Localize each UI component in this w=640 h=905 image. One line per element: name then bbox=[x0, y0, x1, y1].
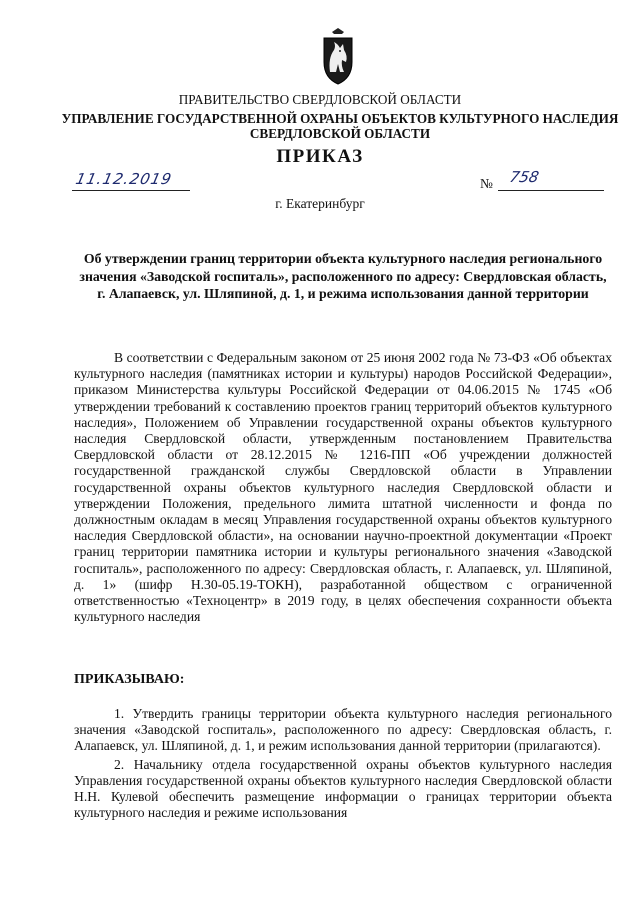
number-sign: № bbox=[480, 176, 493, 191]
preamble-block bbox=[74, 350, 612, 625]
preamble-paragraph: В соответствии с Федеральным законом от 25 июня 2002 года № 73-ФЗ «Об объектах культурного наследия (памятниках истории и культуры) народов Российской Федерации», приказом Министерства культуры Российской Федерации от 04.06.2015 № 1745 «Об утверждении требований к составлению проектов границ территорий объектов культурного наследия», Положением об Управлении государственной охраны объектов культурного наследия Свердловской области, утвержденным постановлением Правительства Свердловской области от 28.12.2015 № 1216-ПП «Об учреждении должностей государственной гражданской службы Свердловской области в Управлении государственной охраны объектов культурного наследия Свердловской области и утверждении Положения, предельного лимита штатной численности и фонда по должностным окладам в месяц Управления государственной охраны объектов культурного наследия Свердловской области», на основании научно-проектной документации «Проект границ территории памятника истории и культуры регионального значения «Заводской госпиталь», расположенного по адресу: Свердловская область, г. Алапаевск, ул. Шляпиной, д. 1» (шифр Н.30-05.19-ТОКН), разработанной обществом с ограниченной ответственностью «Техноцентр» в 2019 году, в целях обеспечения сохранности объекта культурного наследия bbox=[74, 350, 612, 625]
order-heading: ПРИКАЗЫВАЮ: bbox=[74, 672, 185, 687]
handwritten-date: 11.12.2019 bbox=[74, 170, 174, 188]
order-items bbox=[74, 706, 612, 823]
sverdlovsk-coat-of-arms-icon bbox=[318, 28, 358, 86]
government-name: ПРАВИТЕЛЬСТВО СВЕРДЛОВСКОЙ ОБЛАСТИ bbox=[178, 92, 462, 107]
date-field bbox=[72, 170, 190, 191]
handwritten-number: 758 bbox=[508, 168, 541, 186]
order-item-1: 1. Утвердить границы территории объекта культурного наследия регионального значения «Заводской госпиталь», расположенного по адресу: Свердловская область, г. Алапаевск, ул. Шляпиной, д. 1, и режим использования данной территории (прилагаются). bbox=[74, 706, 612, 754]
document-type-title: ПРИКАЗ bbox=[276, 146, 364, 167]
department-name: УПРАВЛЕНИЕ ГОСУДАРСТВЕННОЙ ОХРАНЫ ОБЪЕКТОВ КУЛЬТУРНОГО НАСЛЕДИЯ СВЕРДЛОВСКОЙ ОБЛАСТИ bbox=[61, 111, 619, 141]
order-subject: Об утверждении границ территории объекта культурного наследия регионального значения «Заводской госпиталь», расположенного по адресу: Свердловская область, г. Алапаевск, ул. Шляпиной, д. 1, и режима использования данной территории bbox=[79, 251, 607, 301]
number-underline bbox=[498, 168, 604, 191]
city-line: г. Екатеринбург bbox=[275, 196, 365, 211]
order-item-2: 2. Начальнику отдела государственной охраны объектов культурного наследия Управления государственной охраны объектов культурного наследия Свердловской области Н.Н. Кулевой обеспечить размещение информации о границах территории объекта культурного наследия и режиме использования bbox=[74, 756, 612, 821]
number-field bbox=[480, 168, 606, 192]
